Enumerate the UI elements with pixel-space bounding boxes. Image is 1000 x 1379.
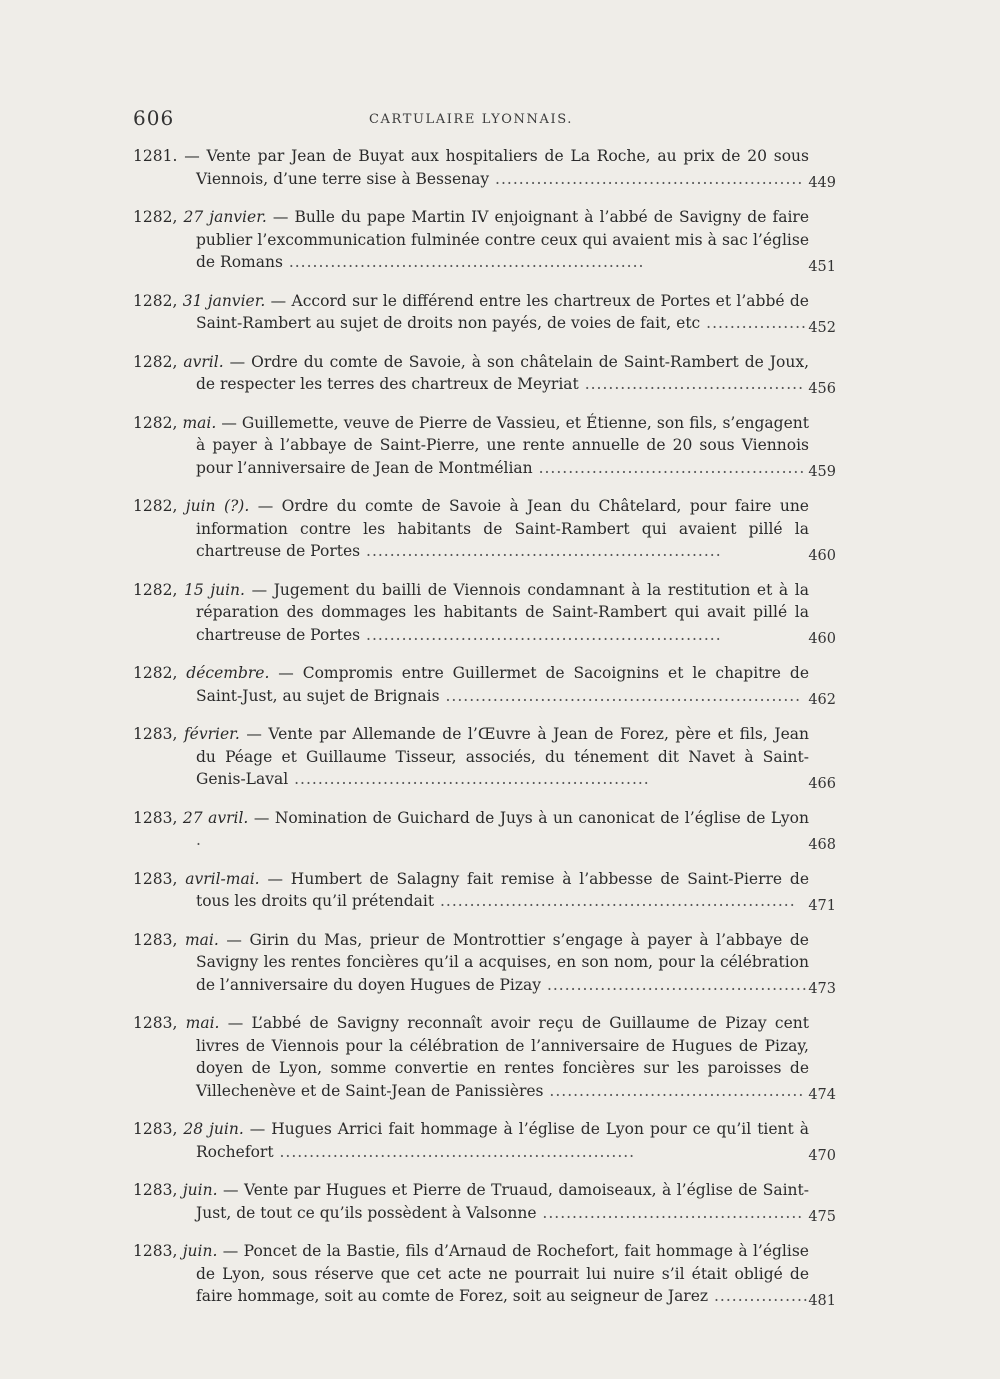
entry-year: 1282, — [133, 352, 178, 371]
list-item — [133, 1240, 836, 1308]
list-item — [133, 1118, 836, 1163]
entry-year: 1283, — [133, 869, 178, 888]
page-reference: 475 — [808, 1209, 836, 1225]
entry-date: décembre. — [186, 664, 270, 682]
entry-year: 1282, — [133, 291, 178, 310]
entry-summary: Compromis entre Guillermet de Sacoignins et le chapitre de Saint-Just, au sujet de Brignais — [196, 664, 809, 705]
page-reference: 471 — [808, 897, 836, 914]
running-title: CARTULAIRE LYONNAIS. — [369, 112, 573, 127]
dot-leader: ............................................................ — [360, 625, 722, 644]
page-reference: 468 — [808, 836, 836, 853]
entry-text: 1282, 31 janvier. — Accord sur le différend entre les chartreux de Portes et l’abbé de Saint-Rambert au sujet de droits non payés, de voies de fait, etc ................. — [133, 291, 809, 332]
entry-summary: Jugement du bailli de Viennois condamnant à la restitution et à la réparation des dommages les habitants de Saint-Rambert qui avait pillé la chartreuse de Portes — [196, 580, 809, 644]
entry-year: 1283, — [133, 808, 178, 827]
entry-text: 1282, mai. — Guillemette, veuve de Pierre de Vassieu, et Étienne, son fils, s’engagent à payer à l’abbaye de Saint-Pierre, une rente annuelle de 20 sous Viennois pour l’anniversaire de Jean de Montmélian ............................................. — [133, 413, 809, 477]
dot-leader: ............................................................ — [282, 253, 645, 271]
list-item — [133, 1012, 836, 1102]
entry-date: avril. — [183, 352, 224, 371]
page-reference: 452 — [808, 319, 836, 336]
entry-text: 1283, mai. — Girin du Mas, prieur de Montrottier s’engage à payer à l’abbaye de Savigny les rentes foncières qu’il a acquises, en son nom, pour la célébration de l’anniversaire du doyen Hugues de Pizay ............................................ — [133, 930, 809, 994]
entry-summary: L’abbé de Savigny reconnaît avoir reçu de Guillaume de Pizay cent livres de Viennois pour la célébration de l’anniversaire de Hugues de Pizay, doyen de Lyon, somme convertie en rentes foncières sur les paroisses de Villechenève et de Saint-Jean de Panissières — [196, 1014, 809, 1100]
entry-date: février. — [183, 725, 240, 743]
list-item — [133, 290, 836, 335]
dot-leader: ........................................... — [543, 1081, 805, 1100]
entry-summary: Guillemette, veuve de Pierre de Vassieu, et Étienne, son fils, s’engagent à payer à l’abbaye de Saint-Pierre, une rente annuelle de 20 sous Viennois pour l’anniversaire de Jean de Montmélian — [196, 413, 809, 477]
entry-year: 1282, — [133, 208, 178, 226]
dot-leader: ................. — [700, 314, 807, 332]
list-item — [133, 868, 836, 913]
entry-year: 1282, — [133, 664, 178, 682]
list-item — [133, 412, 836, 480]
entry-date: mai. — [184, 930, 219, 949]
entry-year: 1283, — [133, 1242, 178, 1260]
entry-text: 1283, juin. — Poncet de la Bastie, fils d’Arnaud de Rochefort, fait hommage à l’église de Lyon, sous réserve que cet acte ne pourrait lui nuire s’il était obligé de faire hommage, soit au comte de Forez, soit au seigneur de Jarez ................ — [133, 1242, 809, 1305]
entry-date: juin. — [182, 1181, 218, 1199]
entry-summary: Ordre du comte de Savoie à Jean du Châtelard, pour faire une information contre les habitants de Saint-Rambert qui avaient pillé la chartreuse de Portes — [196, 497, 809, 560]
dot-leader: ............................................................ — [439, 686, 802, 705]
entry-year: 1283, — [133, 930, 178, 949]
entry-summary: Bulle du pape Martin IV enjoignant à l’abbé de Savigny de faire publier l’excommunication fulminée contre ceux qui avaient mis à sac l’église de Romans — [196, 208, 809, 271]
entry-year: 1283, — [133, 1181, 178, 1199]
dot-leader: .................................................... — [489, 169, 804, 188]
entry-text: 1282, décembre. — Compromis entre Guillermet de Sacoignins et le chapitre de Saint-Just, au sujet de Brignais ............................................................ — [133, 664, 809, 705]
page-reference: 462 — [808, 692, 836, 708]
entry-date: avril-mai. — [185, 869, 260, 888]
entry-year: 1282, — [133, 413, 178, 432]
page-reference: 460 — [808, 631, 836, 647]
entry-summary: Vente par Allemande de l’Œuvre à Jean de Forez, père et fils, Jean du Péage et Guillaume Tisseur, associés, du ténement dit Navet à Saint-Genis-Laval — [196, 725, 809, 788]
dot-leader: ............................................................ — [273, 1142, 636, 1161]
entry-summary: Ordre du comte de Savoie, à son châtelain de Saint-Rambert de Joux, de respecter les terres des chartreux de Meyriat — [196, 352, 810, 393]
list-item — [133, 206, 836, 274]
entry-summary: Poncet de la Bastie, fils d’Arnaud de Rochefort, fait hommage à l’église de Lyon, sous réserve que cet acte ne pourrait lui nuire s’il était obligé de faire hommage, soit au comte de Forez, soit au seigneur de Jarez — [196, 1242, 809, 1305]
page-reference: 460 — [808, 547, 836, 564]
entry-summary: Girin du Mas, prieur de Montrottier s’engage à payer à l’abbaye de Savigny les rentes foncières qu’il a acquises, en son nom, pour la célébration de l’anniversaire du doyen Hugues de Pizay — [196, 930, 809, 994]
list-item — [133, 579, 836, 647]
list-item — [133, 1179, 836, 1224]
entry-year: 1282, — [133, 497, 178, 515]
entry-year: 1283, — [133, 1014, 178, 1032]
page-reference: 470 — [808, 1148, 836, 1164]
entry-text: 1283, mai. — L’abbé de Savigny reconnaît avoir reçu de Guillaume de Pizay cent livres de Viennois pour la célébration de l’anniversaire de Hugues de Pizay, doyen de Lyon, somme convertie en rentes foncières sur les paroisses de Villechenève et de Saint-Jean de Panissières ........................................... — [133, 1014, 809, 1100]
page-header — [133, 106, 809, 134]
entry-year: 1283, — [133, 1120, 178, 1138]
entry-summary: Vente par Hugues et Pierre de Truaud, damoiseaux, à l’église de Saint-Just, de tout ce qu’ils possèdent à Valsonne — [196, 1181, 810, 1222]
entry-date: mai. — [182, 413, 217, 432]
list-item — [133, 807, 836, 852]
entry-summary: Vente par Jean de Buyat aux hospitaliers de La Roche, au prix de 20 sous Viennois, d’une terre sise à Bessenay — [196, 147, 809, 188]
list-item — [133, 929, 836, 997]
entry-date: 31 janvier. — [182, 291, 266, 310]
entry-text: 1282, juin (?). — Ordre du comte de Savoie à Jean du Châtelard, pour faire une information contre les habitants de Saint-Rambert qui avaient pillé la chartreuse de Portes ............................................................ — [133, 497, 809, 560]
list-item — [133, 495, 836, 563]
page-reference: 449 — [808, 175, 836, 191]
entry-date: juin (?). — [185, 497, 250, 515]
entry-text: 1283, février. — Vente par Allemande de l’Œuvre à Jean de Forez, père et fils, Jean du Péage et Guillaume Tisseur, associés, du ténement dit Navet à Saint-Genis-Laval ............................................................ — [133, 725, 809, 788]
entry-text: 1282, avril. — Ordre du comte de Savoie, à son châtelain de Saint-Rambert de Joux, de respecter les terres des chartreux de Meyriat ..................................... — [133, 352, 810, 393]
page-reference: 459 — [808, 464, 836, 480]
entry-text: 1282, 27 janvier. — Bulle du pape Martin IV enjoignant à l’abbé de Savigny de faire publier l’excommunication fulminée contre ceux qui avaient mis à sac l’église de Romans ............................................................ — [133, 208, 809, 271]
entry-summary: Accord sur le différend entre les chartreux de Portes et l’abbé de Saint-Rambert au sujet de droits non payés, de voies de fait, etc — [196, 291, 809, 332]
entry-year: 1283, — [133, 725, 178, 743]
dot-leader: ............................................. — [532, 458, 806, 477]
dot-leader: . — [196, 831, 202, 849]
entry-date: 27 avril. — [182, 808, 249, 827]
entries-list — [133, 145, 836, 1324]
entry-text: 1283, juin. — Vente par Hugues et Pierre de Truaud, damoiseaux, à l’église de Saint-Just, de tout ce qu’ils possèdent à Valsonne ............................................ — [133, 1181, 810, 1222]
entry-text: 1283, 28 juin. — Hugues Arrici fait hommage à l’église de Lyon pour ce qu’il tient à Rochefort ............................................................ — [133, 1120, 809, 1161]
dot-leader: ................ — [708, 1287, 809, 1305]
entry-date: 28 juin. — [183, 1120, 244, 1138]
dot-leader: ............................................ — [536, 1203, 804, 1222]
entry-date: 15 juin. — [183, 580, 245, 599]
entry-text: 1283, 27 avril. — Nomination de Guichard de Juys à un canonicat de l’église de Lyon . — [133, 808, 809, 849]
page-reference: 474 — [808, 1087, 836, 1103]
dot-leader: ............................................................ — [434, 892, 796, 910]
page-reference: 451 — [808, 258, 836, 275]
page-reference: 473 — [808, 981, 836, 997]
page-reference: 466 — [808, 775, 836, 792]
entry-text: 1282, 15 juin. — Jugement du bailli de Viennois condamnant à la restitution et à la réparation des dommages les habitants de Saint-Rambert qui avait pillé la chartreuse de Portes ............................................................ — [133, 580, 809, 644]
entry-year: 1282, — [133, 580, 178, 599]
dot-leader: ............................................................ — [360, 542, 722, 560]
entry-summary: Humbert de Salagny fait remise à l’abbesse de Saint-Pierre de tous les droits qu’il prétendait — [196, 869, 810, 910]
page-reference: 456 — [808, 380, 836, 397]
dot-leader: ............................................ — [541, 975, 808, 994]
dot-leader: ............................................................ — [288, 770, 650, 788]
entry-date: juin. — [182, 1242, 218, 1260]
entry-summary: Hugues Arrici fait hommage à l’église de Lyon pour ce qu’il tient à Rochefort — [196, 1120, 809, 1161]
entry-year: 1281. — [133, 147, 178, 165]
entry-summary: Nomination de Guichard de Juys à un canonicat de l’église de Lyon — [274, 808, 809, 827]
entry-date: 27 janvier. — [183, 208, 267, 226]
list-item — [133, 145, 836, 190]
page-reference: 481 — [808, 1292, 836, 1309]
page-number: 606 — [133, 106, 175, 130]
entry-text: 1283, avril-mai. — Humbert de Salagny fait remise à l’abbesse de Saint-Pierre de tous les droits qu’il prétendait ............................................................ — [133, 869, 810, 910]
list-item — [133, 351, 836, 396]
list-item — [133, 662, 836, 707]
entry-date: mai. — [185, 1014, 220, 1032]
list-item — [133, 723, 836, 791]
entry-text: 1281. — Vente par Jean de Buyat aux hospitaliers de La Roche, au prix de 20 sous Viennois, d’une terre sise à Bessenay .................................................... — [133, 147, 809, 188]
dot-leader: ..................................... — [578, 375, 805, 393]
